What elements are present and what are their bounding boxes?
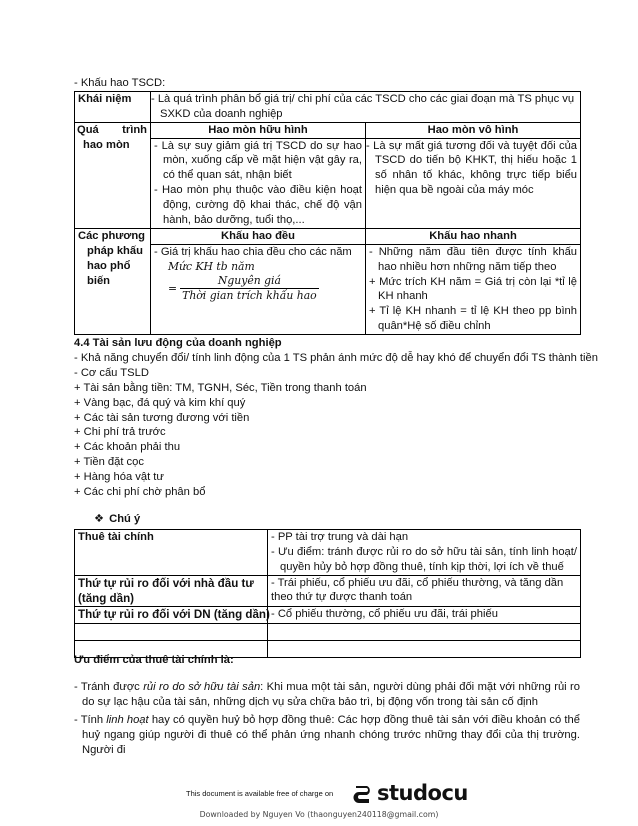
cell-paragraph: - PP tài trợ trung và dài hạn [271, 530, 409, 543]
table-cell [151, 244, 366, 334]
table-cell [151, 138, 366, 228]
table-header-cell: Hao mòn hữu hình [151, 122, 366, 138]
advantages-heading: Ưu điểm của thuê tài chính là: [74, 654, 234, 666]
diamond-bullet-icon: ❖ [94, 512, 105, 525]
formula-fraction [180, 274, 319, 304]
list-item: + Các khoản phải thu [74, 441, 181, 454]
text-run: : Khi mua một tài sản, người dùng phải đối mặt với những rủi ro do sự lạc hậu của tài sản, những dịch vụ sửa chữa bảo trì, bị động vốn trong tài sản cố định [82, 681, 580, 708]
note-title: Chú ý [109, 512, 141, 525]
section-list [74, 351, 598, 500]
document-body [74, 76, 598, 658]
studocu-logo-icon [352, 783, 374, 805]
table-cell-empty [75, 623, 268, 640]
table-cell [268, 529, 581, 575]
list-item: + Các chi phí chờ phân bổ [74, 486, 206, 499]
table-cell-label: Thuê tài chính [75, 529, 268, 575]
studocu-logo[interactable] [352, 780, 468, 808]
list-item: + Tiền đặt cọc [74, 456, 144, 469]
table-cell: - Trái phiếu, cổ phiếu ưu đãi, cổ phiếu thường, và tăng dần theo thứ tự được thanh toán [268, 575, 581, 607]
advantages-title [74, 653, 580, 668]
formula [154, 274, 362, 304]
cell-paragraph: - Hao mòn phụ thuộc vào điều kiện hoạt động, cường độ khai thác, chế độ vận hành, bảo dưỡng, tuổi thọ,... [154, 184, 362, 227]
table-cell: - Là quá trình phân bổ giá trị/ chi phí của các TSCD cho các giai đoạn mà TS phục vụ SXKD của doanh nghiệp [151, 91, 581, 122]
table-cell: - Cổ phiếu thường, cổ phiếu ưu đãi, trái phiếu [268, 607, 581, 623]
intro-heading: - Khấu hao TSCD: [74, 77, 166, 89]
table-cell-label: Thứ tự rủi ro đối với nhà đầu tư (tăng dần) [75, 575, 268, 607]
section-title: 4.4 Tài sản lưu động của doanh nghiệp [74, 337, 282, 350]
table-cell-label: Quá trình hao mòn [75, 122, 151, 228]
formula-equals: = [168, 281, 178, 295]
note-heading [94, 512, 580, 527]
formula-denominator: Thời gian trích khấu hao [182, 289, 317, 303]
table-row [75, 244, 581, 334]
cell-paragraph: + Mức trích KH năm = Giá trị còn lại *tỉ lệ KH nhanh [369, 275, 578, 303]
table-row [75, 138, 581, 228]
text-run-italic: rủi ro do sở hữu tài sản [143, 681, 261, 693]
advantages-paragraph-1 [74, 680, 580, 710]
list-item: + Vàng bạc, đá quý và kim khí quý [74, 396, 246, 409]
table-row [75, 575, 581, 607]
table-row [75, 623, 581, 640]
cell-paragraph: - Những năm đầu tiên được tính khấu hao nhiều hơn những năm tiếp theo [369, 245, 578, 273]
table-row [75, 529, 581, 575]
cell-paragraph: - Là sự suy giảm giá trị TSCD do sự hao mòn, xuống cấp về mặt hiện vật gây ra, có thể quan sát, nhận biết [154, 139, 362, 182]
table-cell [366, 244, 581, 334]
depreciation-table [74, 91, 581, 335]
table-cell-label: Thứ tự rủi ro đối với DN (tăng dần) [75, 607, 268, 623]
list-item: + Hàng hóa vật tư [74, 471, 164, 484]
list-item: - Cơ cấu TSLD [74, 366, 149, 379]
text-run: - Tránh được [74, 681, 144, 693]
download-notice: Downloaded by Nguyen Vo (thaonguyen240118@gmail.com) [199, 810, 439, 819]
cell-paragraph: - Ưu điểm: tránh được rủi ro do sở hữu tài sản, tính linh hoạt/ quyền hủy bỏ hợp đồng thuê, tính kịp thời, lợi ích về thuế [271, 545, 577, 573]
text-run-italic: linh hoạt [106, 714, 149, 726]
table-header-cell: Khấu hao nhanh [366, 228, 581, 244]
available-notice: This document is available free of charge on [186, 789, 334, 798]
advantages-paragraph-2 [74, 713, 580, 758]
list-item: + Tài sản bằng tiền: TM, TGNH, Séc, Tiền trong thanh toán [74, 381, 367, 394]
table-cell: - Là sự mất giá tương đối và tuyệt đối của TSCD do tiến bộ KHKT, thị hiếu hoặc 1 số nhân tố khác, không trực tiếp biểu hiện qua bề ngoài của máy móc [366, 138, 581, 228]
table-header-cell: Hao mòn vô hình [366, 122, 581, 138]
list-item: - Khả năng chuyển đổi/ tính linh động của 1 TS phản ánh mức độ dễ hay khó để chuyển đổi TS thành tiền [74, 352, 598, 365]
cell-paragraph: - Giá trị khấu hao chia đều cho các năm [154, 245, 352, 258]
table-row [75, 607, 581, 623]
cell-paragraph: + Tỉ lệ KH nhanh = tỉ lệ KH theo pp bình quân*Hệ số điều chỉnh [369, 305, 578, 333]
list-item: + Chi phí trả trước [74, 426, 166, 439]
table-row [75, 91, 581, 122]
table-cell-label: Các phương pháp khấu hao phổ biến [75, 228, 151, 334]
table-row [75, 122, 581, 138]
studocu-brand: studocu [377, 781, 468, 805]
formula-numerator: Nguyên giá [180, 274, 319, 289]
text-run: hay có quyền huỷ bỏ hợp đồng thuê: Các hợp đồng thuê tài sản với điều khoản có thể huỷ ngang giúp người đi thuê có thể phản ứng nhanh chóng trước những thay đổi của thị trường. Người đi [82, 714, 580, 756]
table-row [75, 228, 581, 244]
table-cell-empty [268, 623, 581, 640]
table-header-cell: Khấu hao đều [151, 228, 366, 244]
list-item: + Các tài sản tương đương với tiền [74, 411, 250, 424]
formula-lhs: Mức KH tb năm [168, 259, 255, 273]
table-cell-label: Khái niệm [75, 91, 151, 122]
notes-table [74, 529, 581, 658]
text-run: - Tính [74, 714, 107, 726]
